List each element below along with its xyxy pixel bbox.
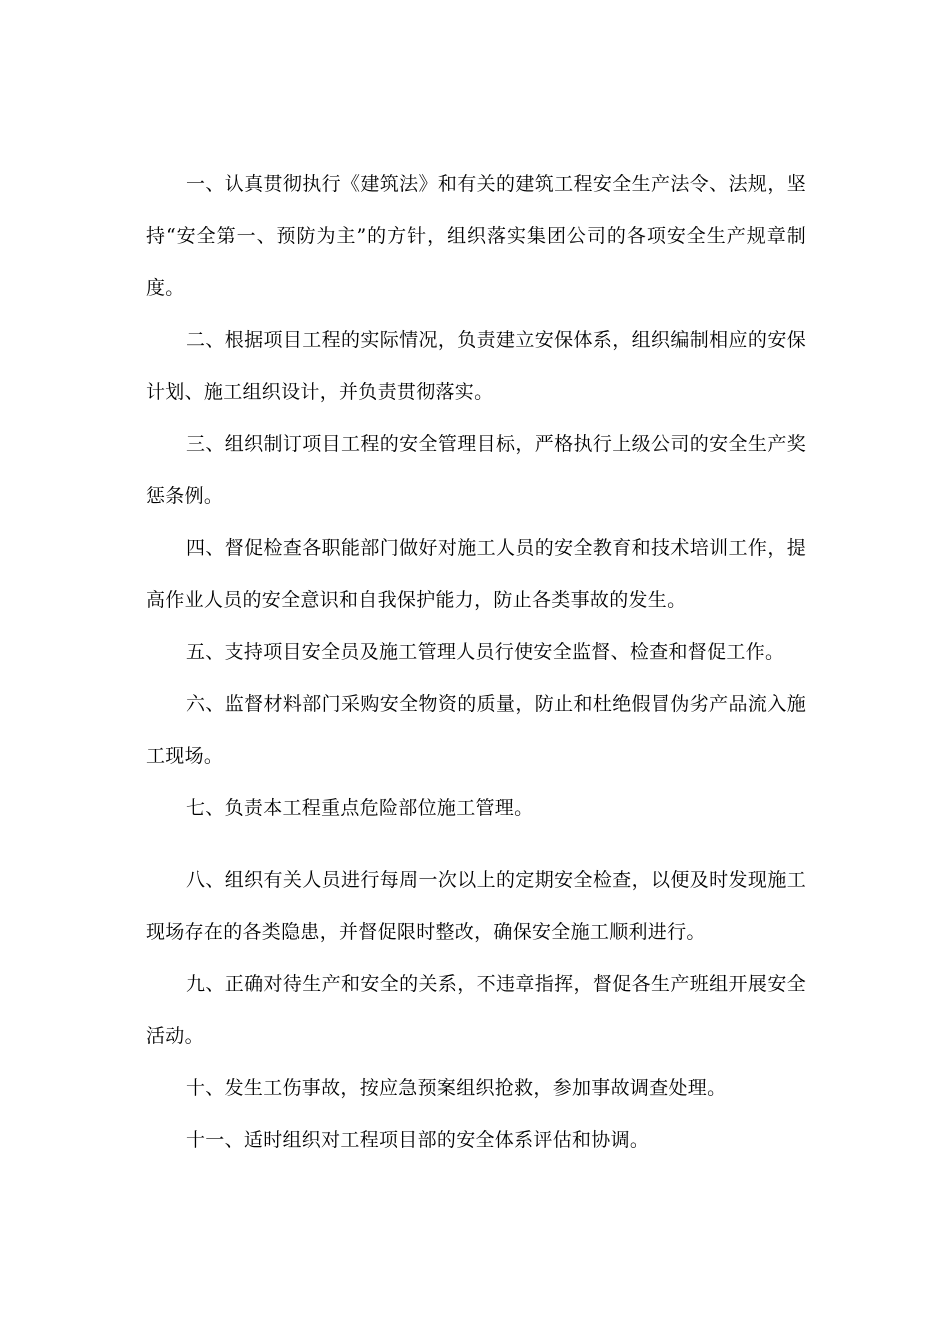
paragraph-10: 十、发生工伤事故，按应急预案组织抢救，参加事故调查处理。 <box>186 1077 727 1099</box>
paragraph-4: 四、督促检查各职能部门做好对施工人员的安全教育和技术培训工作，提高作业人员的安全意识和自我保护能力，防止各类事故的发生。 <box>146 537 806 611</box>
paragraph-6: 六、监督材料部门采购安全物资的质量，防止和杜绝假冒伪劣产品流入施工现场。 <box>146 693 806 767</box>
paragraph-3: 三、组织制订项目工程的安全管理目标，严格执行上级公司的安全生产奖惩条例。 <box>146 433 806 507</box>
paragraph-11: 十一、适时组织对工程项目部的安全体系评估和协调。 <box>186 1129 650 1151</box>
paragraph-7: 七、负责本工程重点危险部位施工管理。 <box>186 797 534 819</box>
paragraph-spacer <box>146 834 806 854</box>
paragraph-1: 一、认真贯彻执行《建筑法》和有关的建筑工程安全生产法令、法规，坚持“安全第一、预防为主”的方针，组织落实集团公司的各项安全生产规章制度。 <box>146 173 806 299</box>
paragraph-5: 五、支持项目安全员及施工管理人员行使安全监督、检查和督促工作。 <box>186 641 785 663</box>
document-body <box>146 158 806 1166</box>
paragraph-2: 二、根据项目工程的实际情况，负责建立安保体系，组织编制相应的安保计划、施工组织设计，并负责贯彻落实。 <box>146 329 806 403</box>
paragraph-9: 九、正确对待生产和安全的关系，不违章指挥，督促各生产班组开展安全活动。 <box>146 973 806 1047</box>
paragraph-8: 八、组织有关人员进行每周一次以上的定期安全检查，以便及时发现施工现场存在的各类隐患，并督促限时整改，确保安全施工顺利进行。 <box>146 869 806 943</box>
